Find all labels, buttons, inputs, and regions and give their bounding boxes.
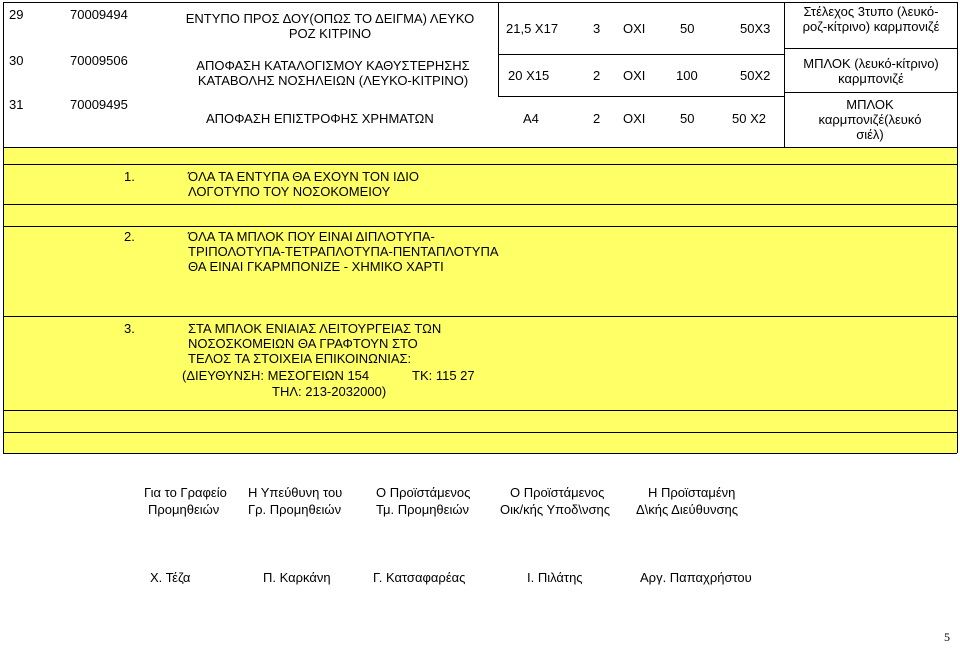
- note-text: ΣΤΑ ΜΠΛΟΚ ΕΝΙΑΙΑΣ ΛΕΙΤΟΥΡΓΕΙΑΣ ΤΩΝ: [188, 321, 442, 336]
- item-format: 50X3: [740, 21, 771, 36]
- item-format: 50 X2: [732, 111, 766, 126]
- item-copies: 2: [593, 68, 601, 83]
- highlight-band: [3, 432, 957, 453]
- note-text: ΝΟΣΟΣΚΟΜΕΙΩΝ ΘΑ ΓΡΑΦΤΟΥΝ ΣΤΟ: [188, 336, 418, 351]
- page-number: 5: [944, 630, 950, 644]
- note-number: 3.: [124, 321, 135, 336]
- signatory-department: Προμηθειών: [148, 502, 220, 517]
- item-copies: 3: [593, 21, 601, 36]
- row-number: 31: [9, 97, 24, 112]
- signatory-role: Ο Προϊστάμενος: [510, 485, 605, 500]
- item-bound: ΟΧΙ: [623, 111, 646, 126]
- signatory-role: Η Υπεύθυνη του: [248, 485, 343, 500]
- item-description: ΑΠΟΦΑΣΗ ΚΑΤΑΛΟΓΙΣΜΟΥ ΚΑΘΥΣΤΕΡΗΣΗΣ ΚΑΤΑΒΟΛΗΣ ΝΟΣΗΛΕΙΩΝ (ΛΕΥΚΟ-ΚΙΤΡΙΝΟ): [196, 58, 470, 88]
- highlight-band: [3, 204, 957, 226]
- item-notes: ΜΠΛΟΚ καρμπονιζέ(λευκό σιέλ): [818, 97, 922, 142]
- signatory-department: Δ\κής Διεύθυνσης: [636, 502, 739, 517]
- note-text: ΌΛΑ ΤΑ ΜΠΛΟΚ ΠΟΥ ΕΙΝΑΙ ΔΙΠΛΟΤΥΠΑ-ΤΡΙΠΟΛΟΤΥΠΑ-ΤΕΤΡΑΠΛΟΤΥΠΑ-ΠΕΝΤΑΠΛΟΤΥΠΑ ΘΑ ΕΙΝΑΙ ΓΚΑΡΜΠΟΝΙΖΕ - ΧΗΜΙΚΟ ΧΑΡΤΙ: [188, 229, 498, 274]
- highlight-band: [3, 147, 957, 164]
- item-quantity: 50: [680, 111, 695, 126]
- signatory-name: Π. Καρκάνη: [263, 570, 331, 585]
- signatory-name: Αργ. Παπαχρήστου: [640, 570, 752, 585]
- signatory-name: Ι. Πιλάτης: [527, 570, 583, 585]
- item-size: A4: [523, 111, 539, 126]
- highlight-band: [3, 316, 957, 410]
- note-text: ΌΛΑ ΤΑ ΕΝΤΥΠΑ ΘΑ ΕΧΟΥΝ ΤΟΝ ΙΔΙΟ ΛΟΓΟΤΥΠΟ ΤΟΥ ΝΟΣΟΚΟΜΕΙΟΥ: [188, 169, 419, 199]
- item-notes: ΜΠΛΟΚ (λευκό-κίτρινο) καρμπονιζέ: [803, 56, 939, 86]
- note-number: 2.: [124, 229, 135, 244]
- signatory-role: Η Προϊσταμένη: [648, 485, 736, 500]
- item-size: 20 X15: [508, 68, 550, 83]
- highlight-band: [3, 410, 957, 432]
- item-description: ΕΝΤΥΠΟ ΠΡΟΣ ΔΟΥ(ΟΠΩΣ ΤΟ ΔΕΙΓΜΑ) ΛΕΥΚΟ ΡΟΖ ΚΙΤΡΙΝΟ: [185, 11, 475, 41]
- signatory-role: Για το Γραφείο: [144, 485, 227, 500]
- signatory-name: Γ. Κατσαφαρέας: [373, 570, 466, 585]
- item-code: 70009495: [70, 97, 128, 112]
- note-number: 1.: [124, 169, 135, 184]
- note-phone: ΤΗΛ: 213-2032000): [272, 384, 387, 399]
- item-code: 70009494: [70, 7, 128, 22]
- note-postal-code: ΤΚ: 115 27: [412, 368, 475, 383]
- item-quantity: 100: [676, 68, 698, 83]
- signatory-department: Τμ. Προμηθειών: [376, 502, 469, 517]
- row-number: 29: [9, 7, 24, 22]
- item-bound: ΟΧΙ: [623, 68, 646, 83]
- item-format: 50X2: [740, 68, 771, 83]
- signatory-department: Γρ. Προμηθειών: [248, 502, 342, 517]
- signatory-name: Χ. Τέζα: [150, 570, 191, 585]
- row-number: 30: [9, 53, 24, 68]
- note-text: ΤΕΛΟΣ ΤΑ ΣΤΟΙΧΕΙΑ ΕΠΙΚΟΙΝΩΝΙΑΣ:: [188, 351, 412, 366]
- item-notes: Στέλεχος 3τυπο (λευκό-ροζ-κίτρινο) καρμπονιζέ: [802, 4, 940, 34]
- item-bound: ΟΧΙ: [623, 21, 646, 36]
- item-copies: 2: [593, 111, 601, 126]
- item-quantity: 50: [680, 21, 695, 36]
- item-description: ΑΠΟΦΑΣΗ ΕΠΙΣΤΡΟΦΗΣ ΧΡΗΜΑΤΩΝ: [206, 111, 434, 126]
- item-code: 70009506: [70, 53, 128, 68]
- note-address: (ΔΙΕΥΘΥΝΣΗ: ΜΕΣΟΓΕΙΩΝ 154: [182, 368, 370, 383]
- signatory-department: Οικ/κής Υποδ\νσης: [500, 502, 611, 517]
- signatory-role: Ο Προϊστάμενος: [376, 485, 471, 500]
- item-size: 21,5 X17: [506, 21, 559, 36]
